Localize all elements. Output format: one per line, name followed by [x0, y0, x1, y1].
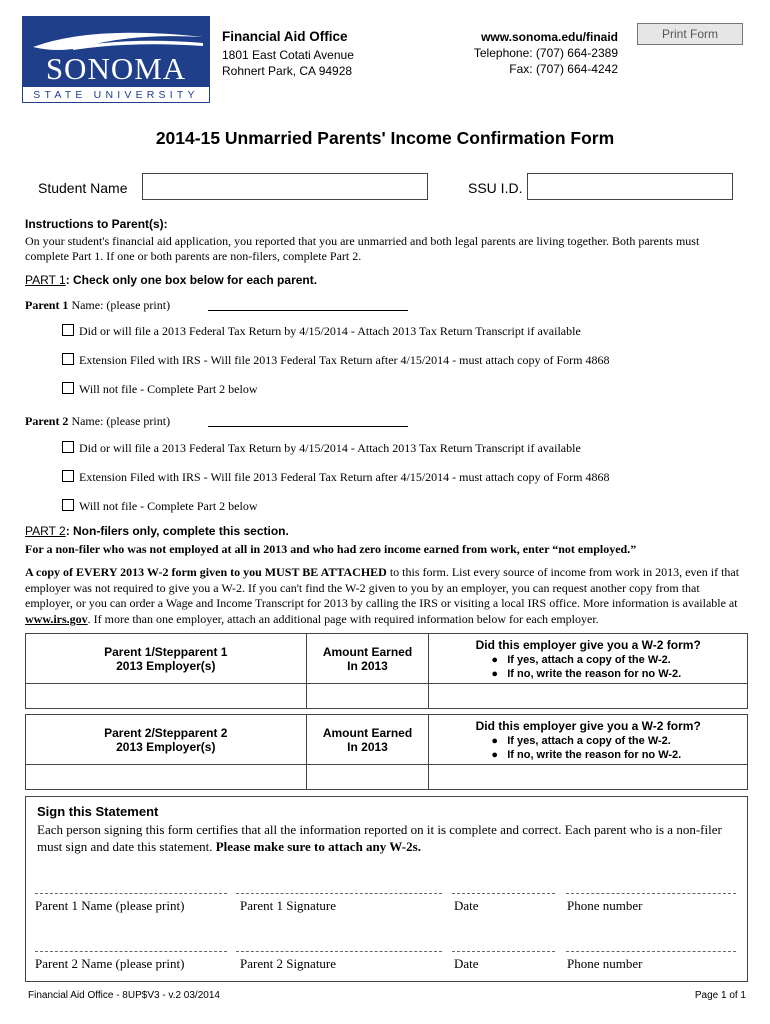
t1-bullet-2-text: If no, write the reason for no W-2.	[507, 667, 682, 680]
t2-bullet-1-text: If yes, attach a copy of the W-2.	[507, 734, 671, 747]
student-name-label: Student Name	[38, 180, 128, 196]
sign-text-body: Each person signing this form certifies that all the information reported on it is complete and correct. Each parent who is a non-filer must sign and date this statement.	[37, 822, 722, 854]
instructions-heading: Instructions to Parent(s):	[25, 217, 168, 231]
part1-heading	[25, 273, 317, 287]
parent1-name-line[interactable]	[208, 310, 408, 311]
t2-employer-input[interactable]	[26, 765, 307, 790]
footer-left: Financial Aid Office - 8UP$V3 - v.2 03/2014	[28, 990, 220, 1001]
parent1-phone-label: Phone number	[567, 898, 643, 913]
parent2-name-suffix: Name: (please print)	[68, 414, 171, 428]
t2-col1-line2: 2013 Employer(s)	[116, 739, 216, 754]
parent1-option-2-label: Extension Filed with IRS - Will file 2013 Federal Tax Return after 4/15/2014 - must attach copy of Form 4868	[79, 353, 610, 367]
footer-page: Page 1 of 1	[694, 990, 746, 1001]
student-name-input[interactable]	[142, 173, 428, 200]
parent2-option-3-checkbox[interactable]	[62, 499, 74, 511]
parent2-date-label: Date	[454, 956, 479, 971]
parent2-option-2-label: Extension Filed with IRS - Will file 2013 Federal Tax Return after 4/15/2014 - must attach copy of Form 4868	[79, 470, 610, 484]
fax: Fax: (707) 664-4242	[509, 62, 618, 76]
parent2-option-3-label: Will not file - Complete Part 2 below	[79, 499, 258, 513]
t1-amount-input[interactable]	[306, 684, 429, 709]
t2-col1-line1: Parent 2/Stepparent 2	[104, 725, 228, 740]
t2-col3-title: Did this employer give you a W-2 form?	[475, 718, 701, 733]
t2-bullet-1: ● If yes, attach a copy of the W-2.	[491, 734, 671, 747]
instructions-text: On your student's financial aid application, you reported that you are unmarried and both legal parents are living together. Both parents must complete Part 1. If one or both parents are non-filers, complete Part 2.	[25, 234, 700, 263]
parent1-name-print-label: Parent 1 Name (please print)	[35, 898, 185, 913]
t2-col2-line2: In 2013	[347, 739, 388, 754]
parent1-phone-line[interactable]	[566, 893, 736, 894]
telephone: Telephone: (707) 664-2389	[473, 46, 618, 60]
address-line-1: 1801 East Cotati Avenue	[222, 48, 354, 62]
parent1-option-1-checkbox[interactable]	[62, 324, 74, 336]
parent2-option-1-checkbox[interactable]	[62, 441, 74, 453]
parent1-name-sign-line[interactable]	[35, 893, 227, 894]
part2-subheading: For a non-filer who was not employed at all in 2013 and who had zero income earned from work, enter “not employed.”	[25, 542, 637, 556]
parent1-option-3-label: Will not file - Complete Part 2 below	[79, 382, 258, 396]
parent1-name-label	[25, 298, 170, 312]
t2-amount-input[interactable]	[306, 765, 429, 790]
website-link[interactable]: www.sonoma.edu/finaid	[481, 30, 618, 44]
t1-w2-input[interactable]	[429, 684, 748, 709]
t1-employer-input[interactable]	[26, 684, 307, 709]
t2-col2-line1: Amount Earned	[322, 725, 413, 740]
ssu-id-input[interactable]	[527, 173, 733, 200]
parent2-bold: Parent 2	[25, 414, 69, 428]
t1-col1-header	[26, 634, 307, 684]
ssu-id-label: SSU I.D.	[468, 180, 523, 196]
parent2-name-line[interactable]	[208, 426, 408, 427]
part2-paragraph	[25, 565, 747, 627]
logo-subtitle: STATE UNIVERSITY	[33, 89, 199, 101]
part2-heading	[25, 524, 289, 538]
t2-col3-header	[429, 715, 748, 765]
part1-heading-text: : Check only one box below for each parent.	[65, 273, 318, 287]
t1-bullet-1-text: If yes, attach a copy of the W-2.	[507, 653, 671, 666]
parent2-phone-label: Phone number	[567, 956, 643, 971]
parent1-date-label: Date	[454, 898, 479, 913]
address-line-2: Rohnert Park, CA 94928	[222, 64, 353, 78]
t1-col3-title: Did this employer give you a W-2 form?	[475, 637, 701, 652]
t1-col1-line1: Parent 1/Stepparent 1	[104, 644, 228, 659]
parent1-signature-line[interactable]	[236, 893, 442, 894]
sign-text	[37, 821, 737, 855]
t2-bullet-2-text: If no, write the reason for no W-2.	[507, 748, 682, 761]
parent2-signature-line[interactable]	[236, 951, 442, 952]
parent1-name-suffix: Name: (please print)	[68, 298, 171, 312]
t1-col2-line1: Amount Earned	[322, 644, 413, 659]
t2-w2-input[interactable]	[429, 765, 748, 790]
parent2-option-2-checkbox[interactable]	[62, 470, 74, 482]
parent1-date-line[interactable]	[452, 893, 555, 894]
parent1-employer-table	[25, 633, 748, 709]
part2-label: PART 2	[25, 524, 66, 538]
parent2-signature-label: Parent 2 Signature	[240, 956, 337, 971]
t1-bullet-2: ● If no, write the reason for no W-2.	[491, 667, 682, 680]
irs-link[interactable]: www.irs.gov	[25, 611, 88, 626]
parent1-signature-label: Parent 1 Signature	[240, 898, 337, 913]
sign-text-bold: Please make sure to attach any W-2s.	[215, 839, 421, 854]
t1-col1-line2: 2013 Employer(s)	[116, 658, 216, 673]
sonoma-logo	[22, 16, 210, 103]
t1-col3-header	[429, 634, 748, 684]
t1-col2-line2: In 2013	[347, 658, 388, 673]
t1-bullet-1: ● If yes, attach a copy of the W-2.	[491, 653, 671, 666]
office-name: Financial Aid Office	[222, 29, 348, 44]
part1-label: PART 1	[25, 273, 66, 287]
parent1-option-1-label: Did or will file a 2013 Federal Tax Return by 4/15/2014 - Attach 2013 Tax Return Transcript if available	[79, 324, 581, 338]
parent2-name-print-label: Parent 2 Name (please print)	[35, 956, 185, 971]
parent1-option-3-checkbox[interactable]	[62, 382, 74, 394]
parent2-employer-table	[25, 714, 748, 790]
part2-para-1: to this form. List every source of income from work in 2013, even if that employer was not required to give you a W-2. If you can't find the W-2 given to you by an employer, you can request another copy from that employer, or you can order a Wage and Income Transcript for 2013 by calling the IRS or visiting a local IRS office. More information is available at	[25, 565, 740, 610]
parent1-option-2-checkbox[interactable]	[62, 353, 74, 365]
parent2-name-sign-line[interactable]	[35, 951, 227, 952]
logo-wordmark: SONOMA	[45, 51, 187, 86]
parent2-option-1-label: Did or will file a 2013 Federal Tax Return by 4/15/2014 - Attach 2013 Tax Return Transcript if available	[79, 441, 581, 455]
t2-bullet-2: ● If no, write the reason for no W-2.	[491, 748, 682, 761]
print-form-button[interactable]: Print Form	[637, 23, 743, 45]
t2-col1-header	[26, 715, 307, 765]
part2-para-bold: A copy of EVERY 2013 W-2 form given to you MUST BE ATTACHED	[25, 565, 387, 579]
parent2-phone-line[interactable]	[566, 951, 736, 952]
part2-heading-text: : Non-filers only, complete this section.	[65, 524, 289, 538]
parent1-bold: Parent 1	[25, 298, 69, 312]
part2-para-2: . If more than one employer, attach an additional page with required information below for each employer.	[87, 611, 599, 626]
t2-col2-header	[306, 715, 429, 765]
t1-col2-header	[306, 634, 429, 684]
parent2-date-line[interactable]	[452, 951, 555, 952]
sign-heading: Sign this Statement	[37, 804, 159, 819]
form-title: 2014-15 Unmarried Parents' Income Confirmation Form	[155, 128, 615, 148]
parent2-name-label	[25, 414, 170, 428]
